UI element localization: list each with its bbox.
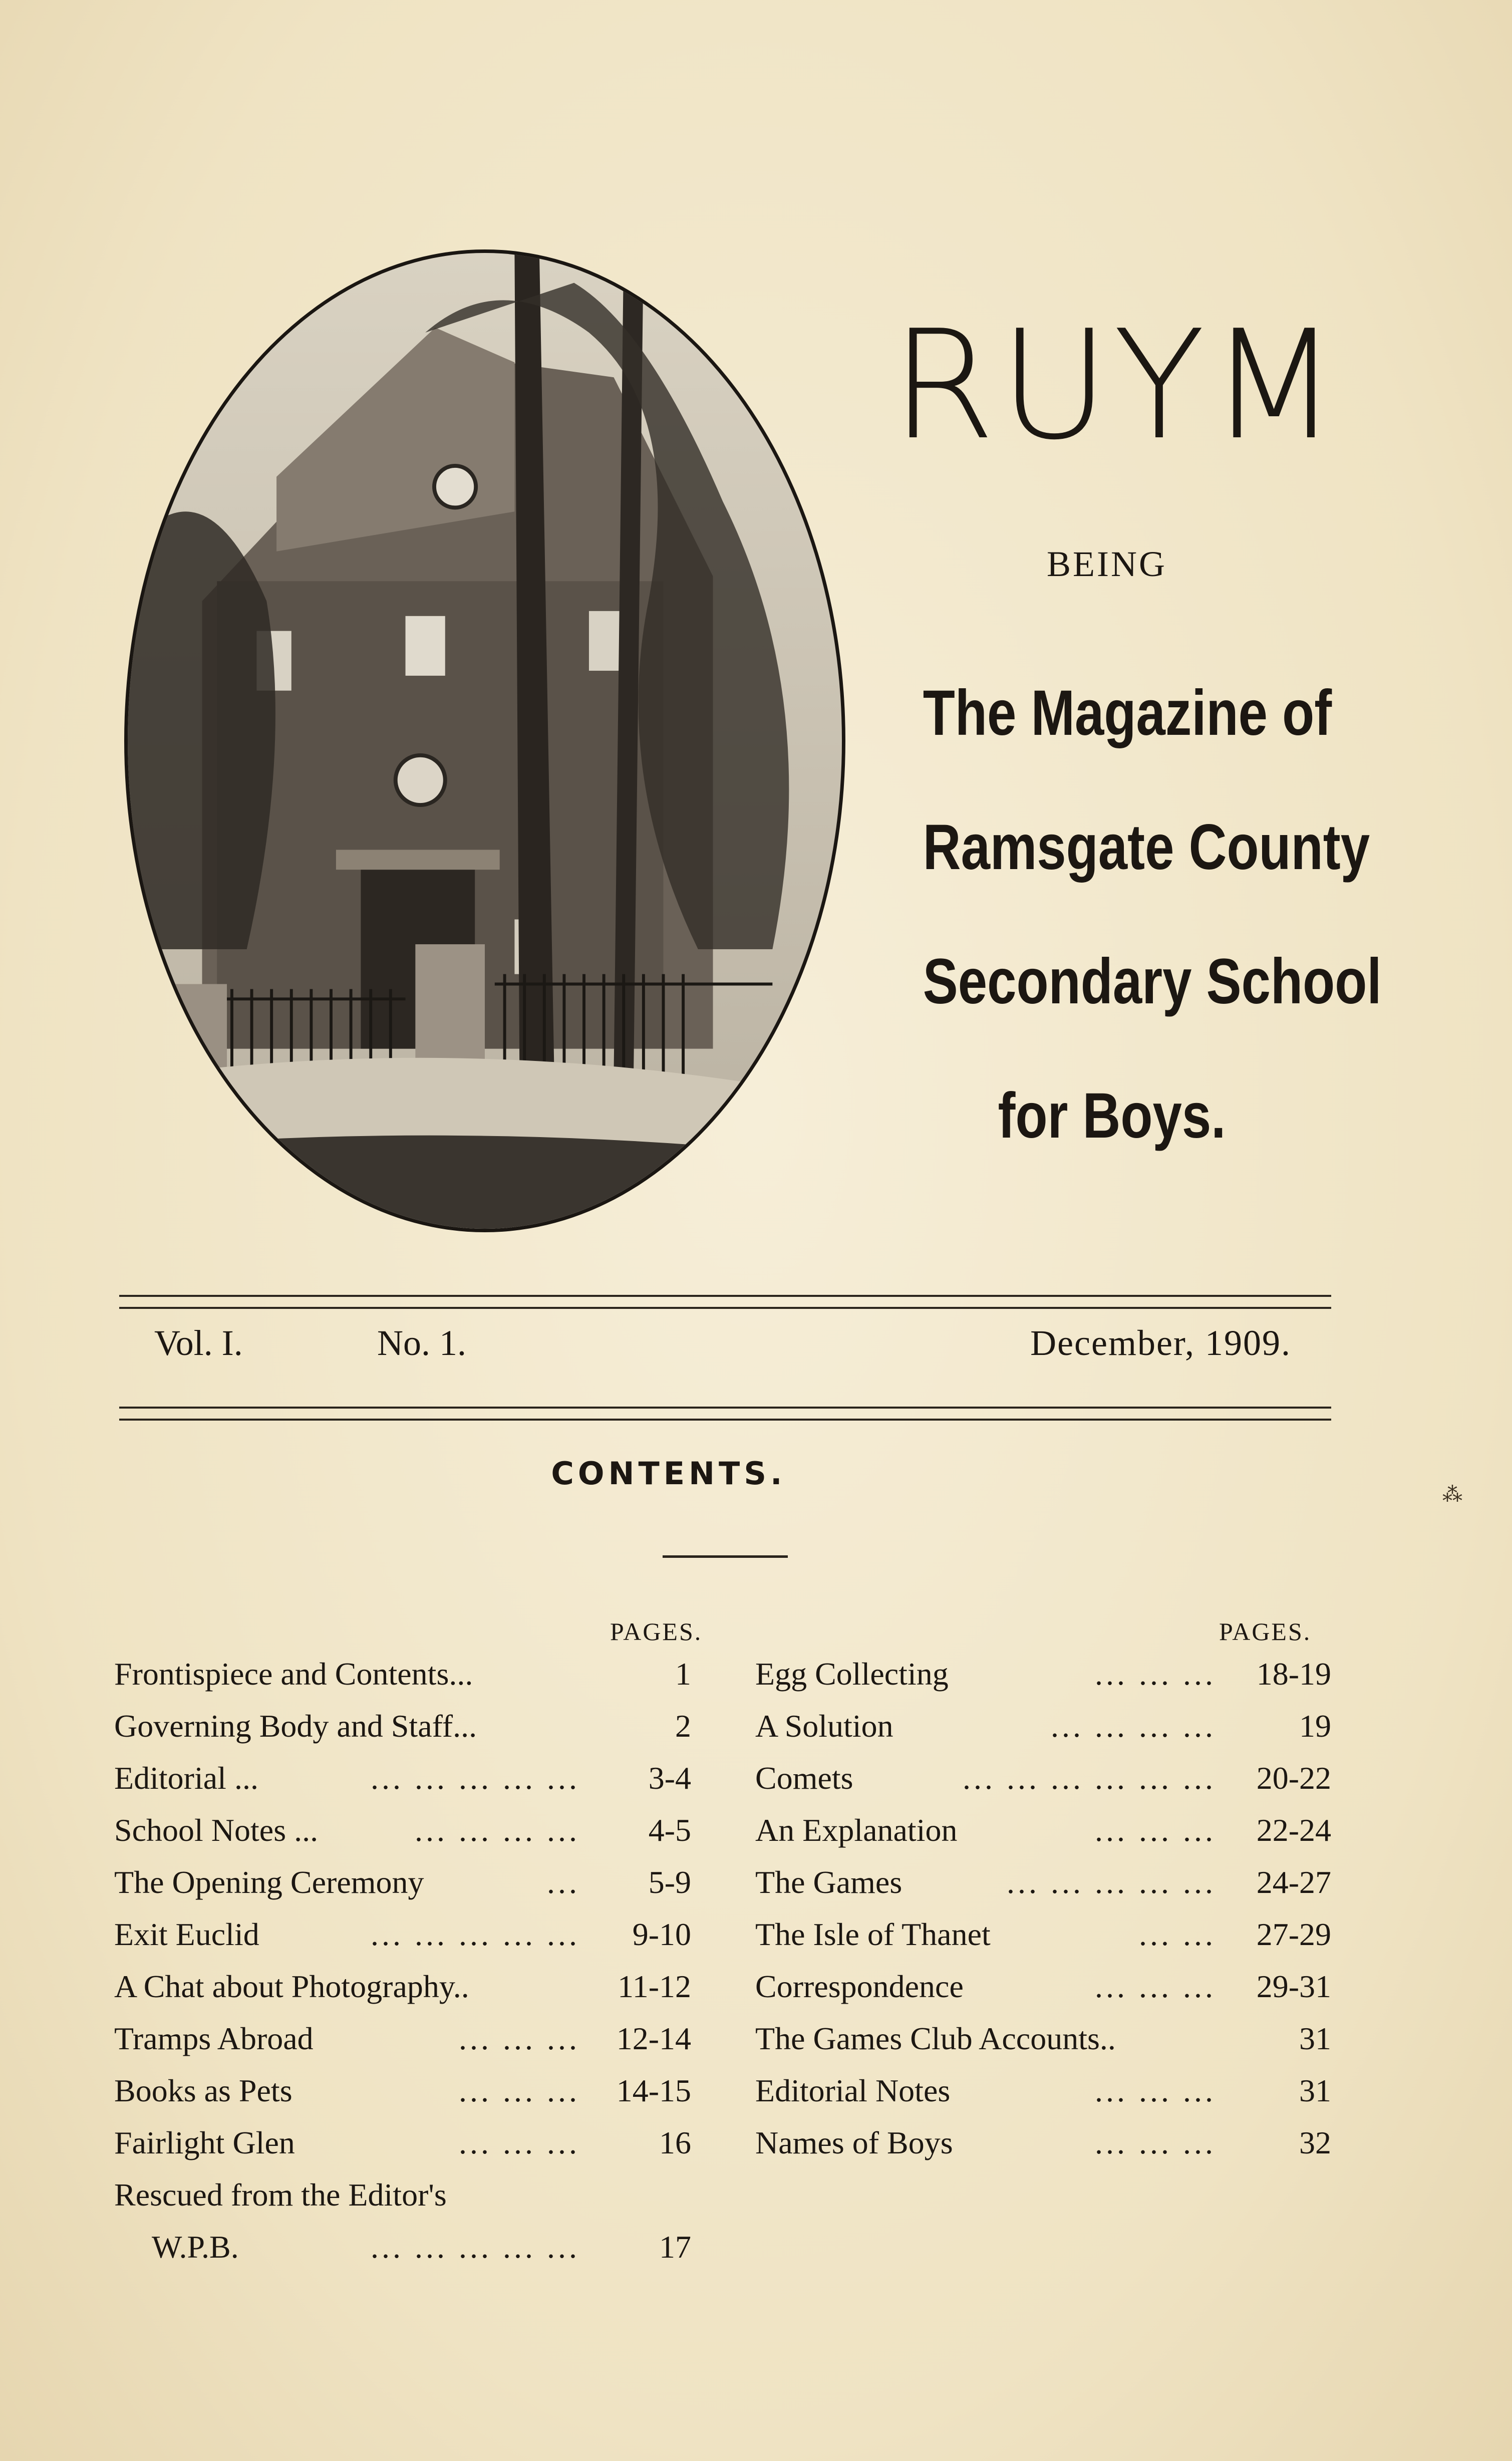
contents-entry [114,1968,691,2020]
contents-entry-title: An Explanation [755,1812,958,1848]
contents-entry-pages: 18-19 [1256,1656,1331,1692]
magazine-subtitle [923,646,1382,1183]
contents-entry-title: The Isle of Thanet [755,1917,991,1952]
pages-label-right: PAGES. [1219,1617,1312,1646]
contents-entry-pages: 4-5 [648,1812,691,1848]
contents-entry [755,1812,1331,1864]
issue-line [154,1322,1291,1368]
contents-entry [114,2124,691,2176]
contents-entry-title: The Opening Ceremony [114,1864,424,1900]
contents-entry-leader: ... ... ... [459,2021,580,2056]
contents-divider [663,1555,788,1558]
school-building-photograph [124,249,845,1232]
contents-entry [755,2020,1331,2072]
contents-entry-title: The Games Club Accounts.. [755,2021,1116,2056]
issue-date: December, 1909. [1030,1323,1291,1363]
contents-entry-leader: ... ... ... [1095,1812,1216,1848]
contents-entry-title: The Games [755,1864,902,1900]
school-building-illustration [128,253,842,1229]
contents-entry [755,2124,1331,2176]
contents-entry-leader: ... ... ... ... ... ... [963,1760,1216,1796]
being-label: BEING [1047,544,1167,584]
contents-entry-leader: ... ... ... [1095,2125,1216,2160]
contents-entry-leader: ... ... ... ... ... [1007,1864,1216,1900]
contents-entry [755,1708,1331,1760]
contents-entry-title: Fairlight Glen [114,2125,295,2160]
bottom-double-rule [119,1407,1331,1421]
contents-entry-title: A Chat about Photography.. [114,1969,469,2004]
contents-entry-title: Books as Pets [114,2073,292,2108]
contents-entry-title: Governing Body and Staff... [114,1708,477,1744]
contents-entry-leader: ... ... ... [1095,1656,1216,1692]
contents-entry [114,2020,691,2072]
contents-entry-leader: ... ... ... [459,2073,580,2108]
contents-entry-pages: 32 [1299,2125,1331,2160]
pages-label-left: PAGES. [610,1617,703,1646]
subtitle-line: The Magazine of [923,677,1332,749]
contents-entry-pages: 19 [1299,1708,1331,1744]
contents-entry-leader: ... ... ... ... ... [371,1917,580,1952]
contents-entry-title: Tramps Abroad [114,2021,314,2056]
contents-entry-pages: 3-4 [648,1760,691,1796]
contents-entry-title: Editorial ... [114,1760,258,1796]
contents-entry-pages: 2 [675,1708,691,1744]
contents-entry [114,1708,691,1760]
magazine-title: RUYM [890,298,1343,473]
subtitle-line: Ramsgate County [923,811,1370,883]
contents-entry-title: A Solution [755,1708,893,1744]
contents-entry-title: Frontispiece and Contents... [114,1656,473,1692]
contents-entry-title: Exit Euclid [114,1917,259,1952]
contents-heading: CONTENTS. [551,1455,786,1492]
contents-entry-pages: 14-15 [616,2073,691,2108]
contents-entry-leader: ... ... ... ... ... [371,2229,580,2265]
contents-entry [755,1864,1331,1916]
contents-entry-leader: ... ... ... ... ... [371,1760,580,1796]
contents-entry-leader: ... ... ... ... [1051,1708,1216,1744]
contents-entry-pages: 11-12 [618,1969,691,2004]
contents-entry-title: Correspondence [755,1969,964,2004]
contents-entry [114,1812,691,1864]
contents-entry [114,2229,691,2281]
contents-entry-pages: 5-9 [648,1864,691,1900]
contents-entry [755,1656,1331,1708]
contents-entry [114,1760,691,1812]
subtitle-line: Secondary School [923,946,1382,1017]
subtitle-line: for Boys. [998,1080,1226,1152]
contents-entry-leader: ... ... ... [1095,2073,1216,2108]
contents-entry [755,1916,1331,1968]
contents-list-right [755,1656,1331,2176]
contents-entry-pages: 24-27 [1256,1864,1331,1900]
contents-entry-leader: ... ... [1139,1917,1216,1952]
contents-entry-pages: 16 [659,2125,691,2160]
contents-entry-pages: 12-14 [616,2021,691,2056]
contents-entry [114,1656,691,1708]
contents-entry-leader: ... [547,1864,580,1900]
contents-entry-title: School Notes ... [114,1812,319,1848]
contents-entry-title: Egg Collecting [755,1656,949,1692]
contents-entry-pages: 27-29 [1256,1917,1331,1952]
contents-list-left [114,1656,691,2281]
volume-number: Vol. I. [154,1323,243,1363]
contents-entry-leader: ... ... ... [459,2125,580,2160]
contents-entry-leader: ... ... ... ... [415,1812,580,1848]
paper-mark: ⁂ [1442,1483,1462,1506]
contents-entry-leader: ... ... ... [1095,1969,1216,2004]
contents-entry [114,2072,691,2124]
top-double-rule [119,1295,1331,1309]
contents-entry-pages: 22-24 [1256,1812,1331,1848]
contents-entry [114,1916,691,1968]
contents-entry-pages: 31 [1299,2021,1331,2056]
contents-entry-pages: 29-31 [1256,1969,1331,2004]
contents-entry [114,1864,691,1916]
contents-entry-pages: 20-22 [1256,1760,1331,1796]
contents-entry [114,2176,691,2229]
contents-entry [755,1760,1331,1812]
contents-entry [755,1968,1331,2020]
contents-entry-title: Names of Boys [755,2125,953,2160]
issue-number: No. 1. [377,1323,466,1363]
contents-entry-title: W.P.B. [152,2229,239,2265]
contents-entry-title: Comets [755,1760,853,1796]
contents-entry-pages: 17 [659,2229,691,2265]
contents-entry-pages: 1 [675,1656,691,1692]
contents-entry-title: Editorial Notes [755,2073,951,2108]
contents-entry-title: Rescued from the Editor's [114,2177,447,2213]
contents-entry [755,2072,1331,2124]
contents-entry-pages: 31 [1299,2073,1331,2108]
contents-entry-pages: 9-10 [632,1917,691,1952]
